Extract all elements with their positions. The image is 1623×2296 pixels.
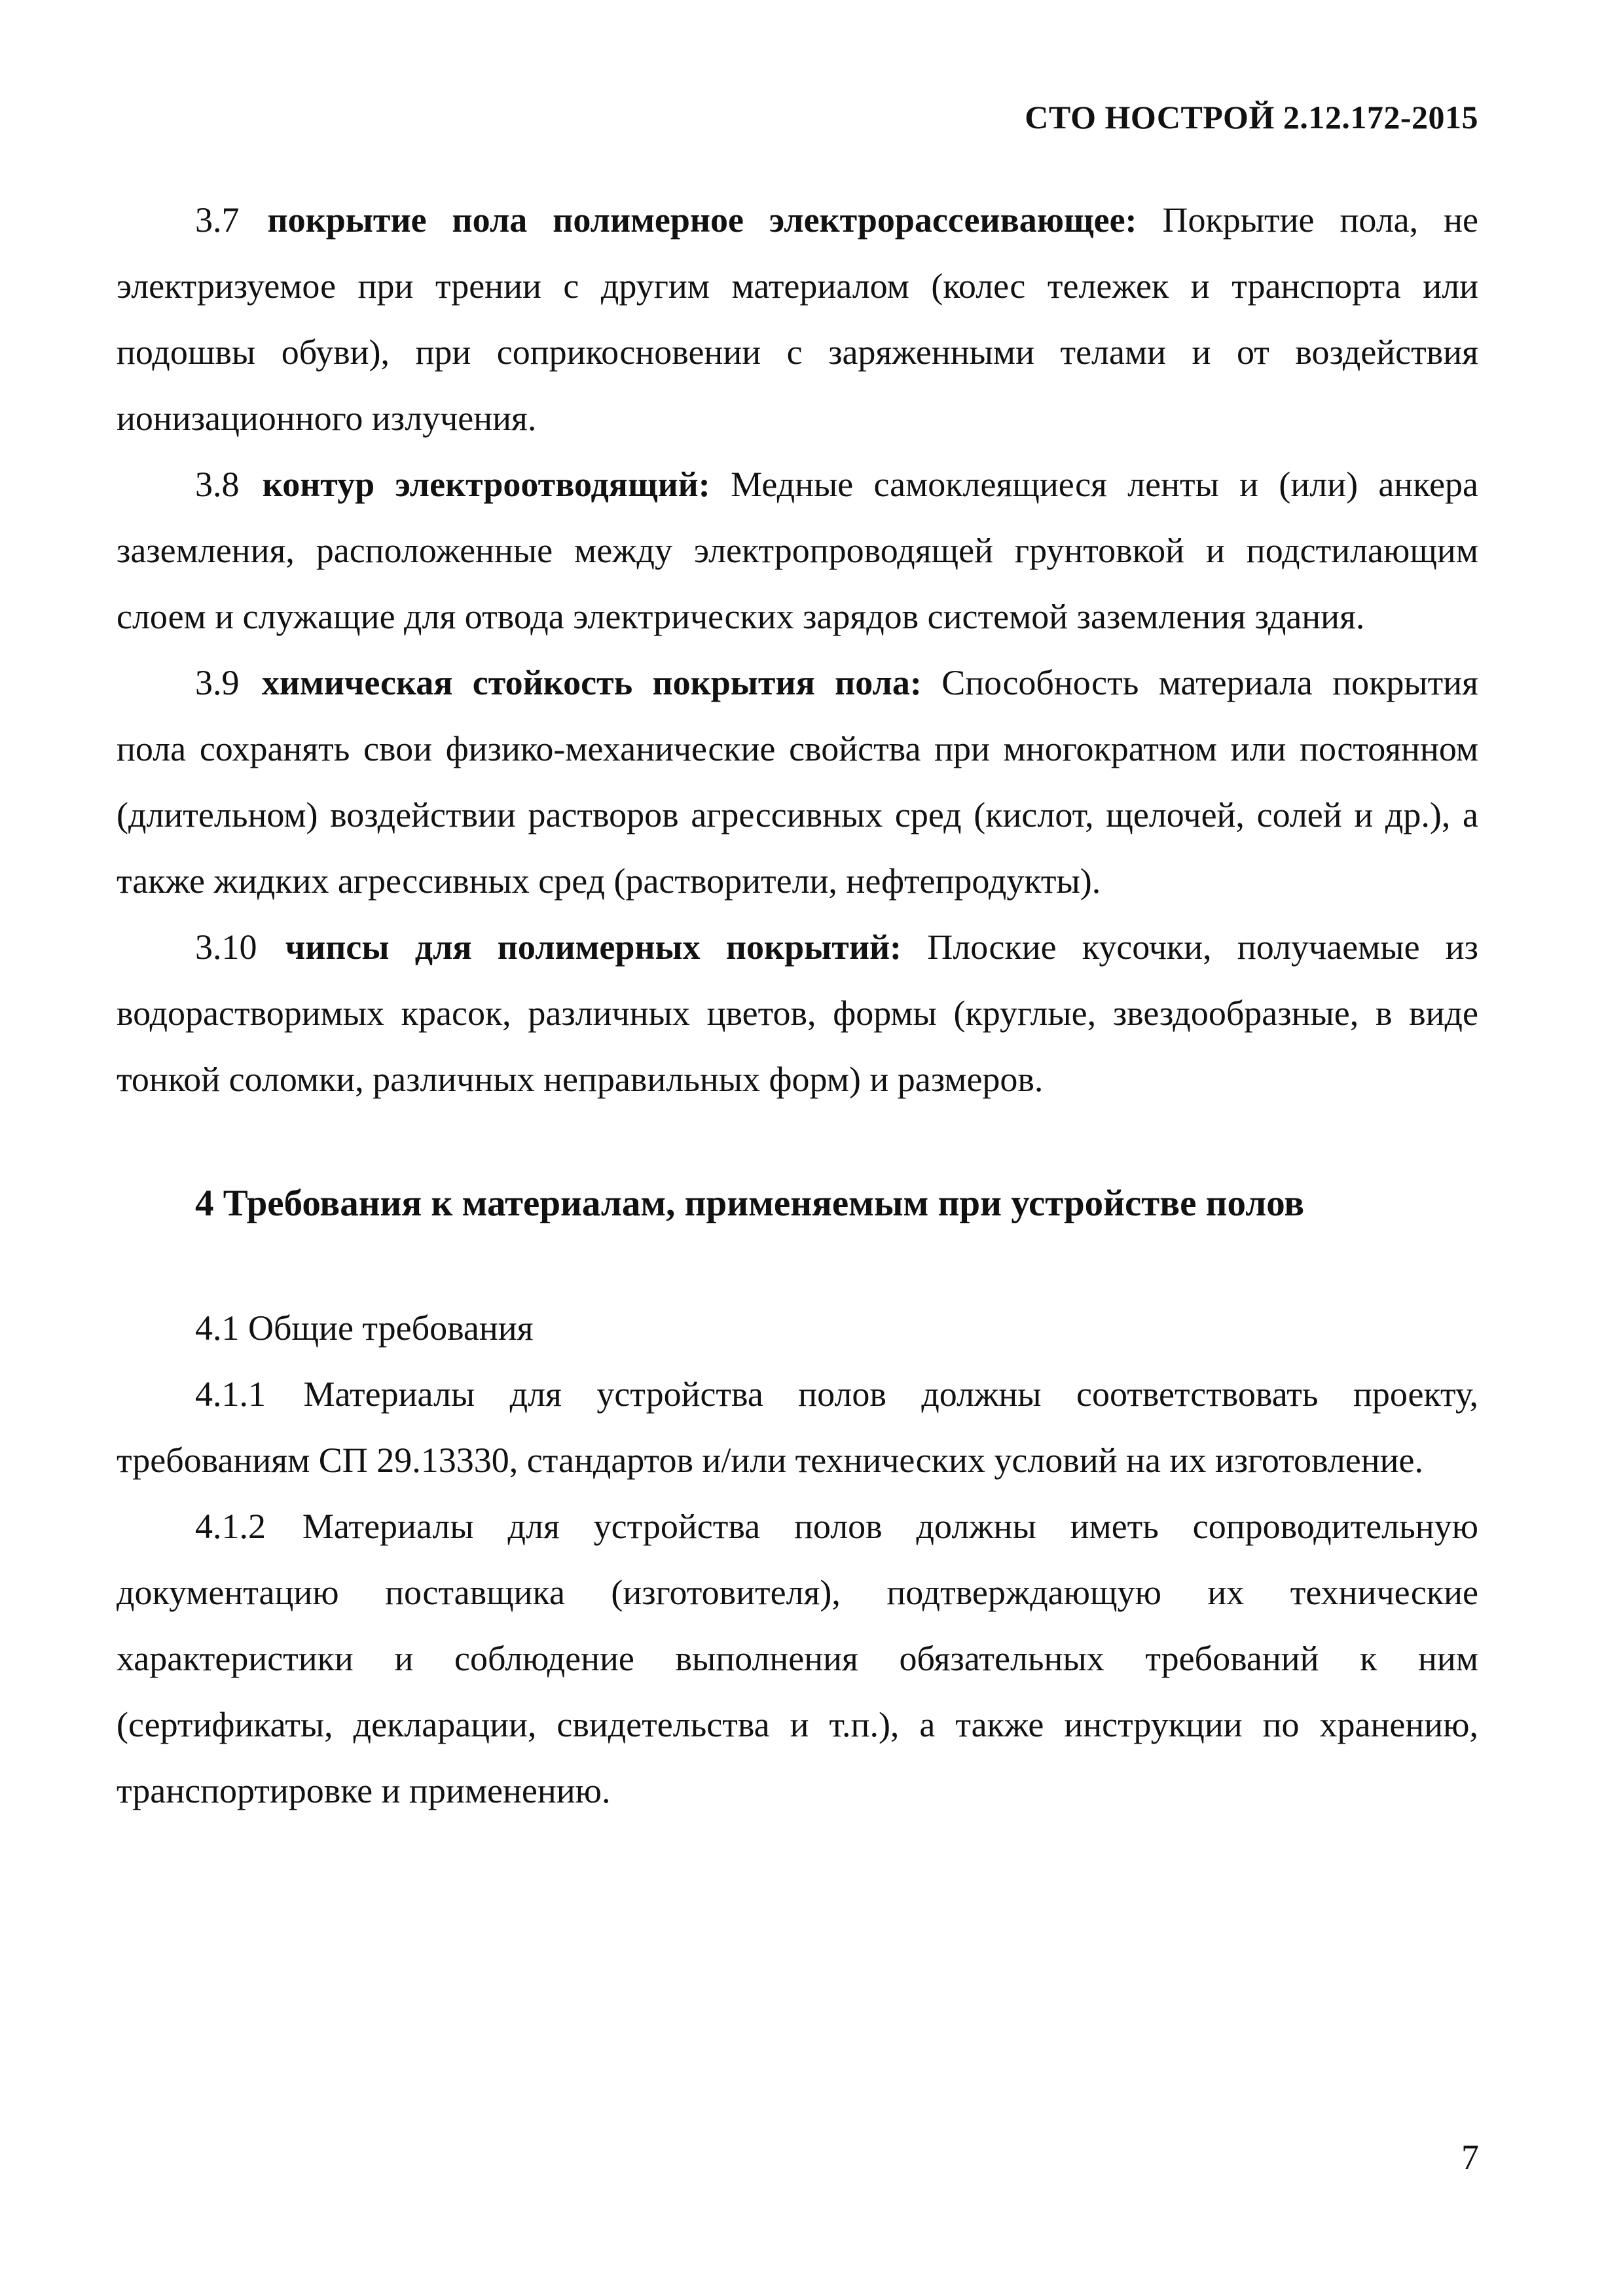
definition-text: Медные самоклеящиеся ленты и (или) анкера заземления, расположенные между электропроводящей грунтовкой и подстилающим слоем и служащие для отвода электрических зарядов системой заземления здания. [117,465,1479,636]
document-code-header: СТО НОСТРОЙ 2.12.172-2015 [1025,99,1478,135]
clause-number: 3.10 [195,927,257,967]
clause-number: 4.1.2 [195,1507,266,1546]
clause-4-1-2 [117,1494,1478,1824]
clause-4-1-1 [117,1361,1478,1494]
clause-number: 4.1.1 [195,1374,266,1414]
definition-text: Плоские кусочки, получаемые из водорастворимых красок, различных цветов, формы (круглые, звездообразные, в виде тонкой соломки, различных неправильных форм) и размеров. [117,927,1478,1099]
page-content [117,187,1478,1824]
page-number: 7 [1461,2138,1479,2177]
clause-text: Материалы для устройства полов должны иметь сопроводительную документацию поставщика (изготовителя), подтверждающую их технические характеристики и соблюдение выполнения обязательных требований к ним (сертификаты, декларации, свидетельства и т.п.), а также инструкции по хранению, транспортировке и применению. [117,1507,1479,1810]
clause-number: 3.7 [195,200,240,240]
definition-text: Способность материала покрытия пола сохранять свои физико-механические свойства при многократном или постоянном (длительном) воздействии растворов агрессивных сред (кислот, щелочей, солей и др.), а также жидких агрессивных сред (растворители, нефтепродукты). [117,663,1479,901]
defined-term: чипсы для полимерных покрытий: [285,927,902,967]
definition-3-8 [117,452,1478,650]
subsection-4-1-heading: 4.1 Общие требования [195,1308,534,1348]
defined-term: контур электроотводящий: [262,465,710,504]
clause-text: Материалы для устройства полов должны соответствовать проекту, требованиям СП 29.13330, стандартов и/или технических условий на их изготовление. [117,1374,1478,1480]
clause-number: 3.8 [195,465,240,504]
definition-3-10 [117,914,1478,1113]
definition-3-9 [117,650,1478,914]
defined-term: химическая стойкость покрытия пола: [261,663,922,702]
definition-text: Покрытие пола, не электризуемое при трении с другим материалом (колес тележек и транспорта или подошвы обуви), при соприкосновении с заряженными телами и от воздействия ионизационного излучения. [117,200,1479,438]
clause-number: 3.9 [195,663,240,702]
defined-term: покрытие пола полимерное электрорассеивающее: [267,200,1137,240]
definition-3-7 [117,187,1478,452]
section-4-title: 4 Требования к материалам, применяемым при устройстве полов [195,1183,1305,1224]
